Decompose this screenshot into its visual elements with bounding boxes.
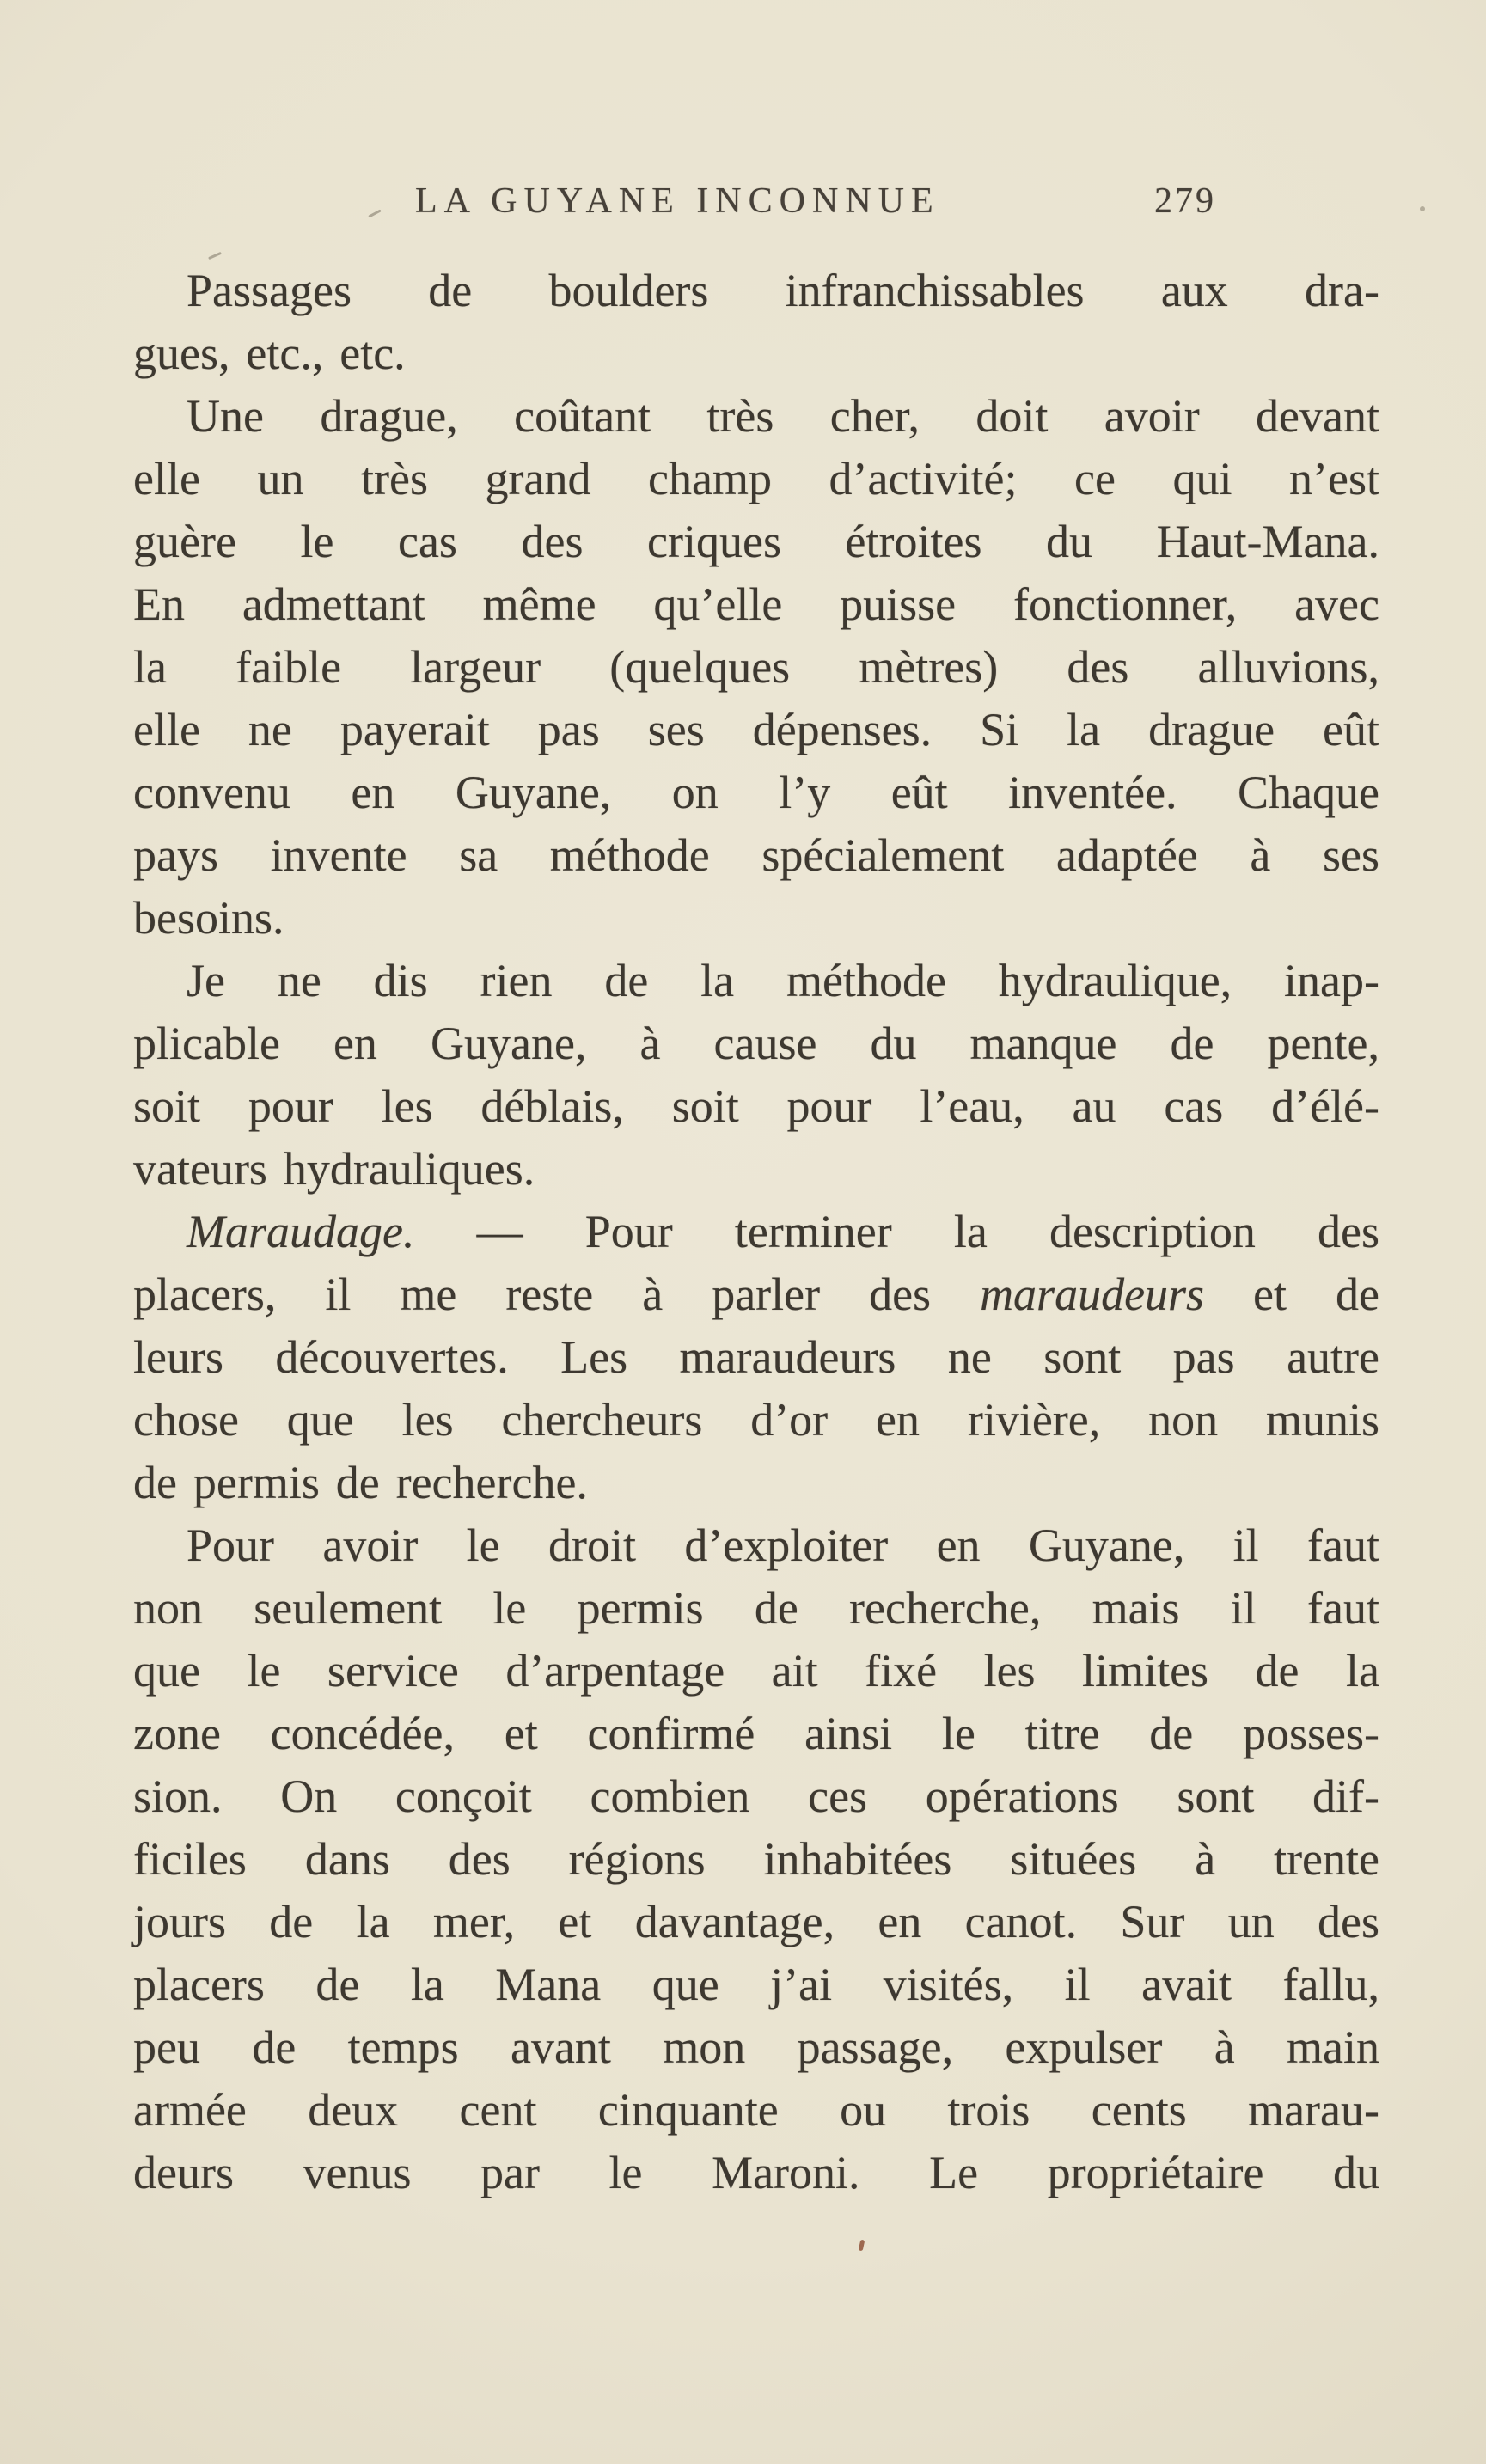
- text-line: la faible largeur (quelques mètres) des alluvions,: [133, 641, 1379, 693]
- text-line: Une drague, coûtant très cher, doit avoir devant: [187, 390, 1379, 442]
- text-line: convenu en Guyane, on l’y eût inventée. Chaque: [133, 767, 1379, 818]
- running-title: LA GUYANE INCONNUE: [415, 181, 940, 221]
- text-line: zone concédée, et confirmé ainsi le titre de posses-: [133, 1708, 1379, 1759]
- text-line: elle un très grand champ d’activité; ce qui n’est: [133, 453, 1379, 504]
- text-line: chose que les chercheurs d’or en rivière, non munis: [133, 1394, 1379, 1446]
- text-line: armée deux cent cinquante ou trois cents marau-: [133, 2084, 1379, 2136]
- text-line: En admettant même qu’elle puisse fonctionner, avec: [133, 578, 1379, 630]
- text-line: elle ne payerait pas ses dépenses. Si la drague eût: [133, 704, 1379, 755]
- text-line: non seulement le permis de recherche, mais il faut: [133, 1582, 1379, 1634]
- text-line: Passages de boulders infranchissables aux dra-: [187, 265, 1379, 316]
- text-line: gues, etc., etc.: [133, 327, 406, 379]
- text-line: Maraudage. — Pour terminer la description des: [187, 1206, 1379, 1257]
- scan-artifact-slash: [208, 252, 222, 260]
- text-line: guère le cas des criques étroites du Haut-Mana.: [133, 516, 1379, 567]
- text-line: de permis de recherche.: [133, 1457, 588, 1508]
- page-number: 279: [1154, 181, 1216, 221]
- text-line: placers, il me reste à parler des maraudeurs et de: [133, 1269, 1379, 1320]
- text-line: pays invente sa méthode spécialement adaptée à ses: [133, 829, 1379, 881]
- text-line: besoins.: [133, 892, 284, 944]
- text-line: leurs découvertes. Les maraudeurs ne sont pas autre: [133, 1331, 1379, 1383]
- body-text: [133, 260, 1379, 2204]
- scan-artifact-dot: [1420, 206, 1425, 211]
- text-line: vateurs hydrauliques.: [133, 1143, 535, 1195]
- text-line: que le service d’arpentage ait fixé les limites de la: [133, 1645, 1379, 1697]
- text-line: ficiles dans des régions inhabitées situées à trente: [133, 1833, 1379, 1885]
- ink-speck: [859, 2240, 865, 2252]
- text-line: deurs venus par le Maroni. Le propriétaire du: [133, 2147, 1379, 2198]
- text-line: soit pour les déblais, soit pour l’eau, au cas d’élé-: [133, 1080, 1379, 1132]
- text-line: peu de temps avant mon passage, expulser à main: [133, 2021, 1379, 2073]
- text-line: Pour avoir le droit d’exploiter en Guyane, il faut: [187, 1519, 1379, 1571]
- text-line: sion. On conçoit combien ces opérations sont dif-: [133, 1770, 1379, 1822]
- text-line: placers de la Mana que j’ai visités, il avait fallu,: [133, 1959, 1379, 2010]
- text-line: jours de la mer, et davantage, en canot. Sur un des: [133, 1896, 1379, 1947]
- text-line: Je ne dis rien de la méthode hydraulique, inap-: [187, 955, 1379, 1006]
- text-line: plicable en Guyane, à cause du manque de pente,: [133, 1018, 1379, 1069]
- page-header: [133, 180, 1379, 235]
